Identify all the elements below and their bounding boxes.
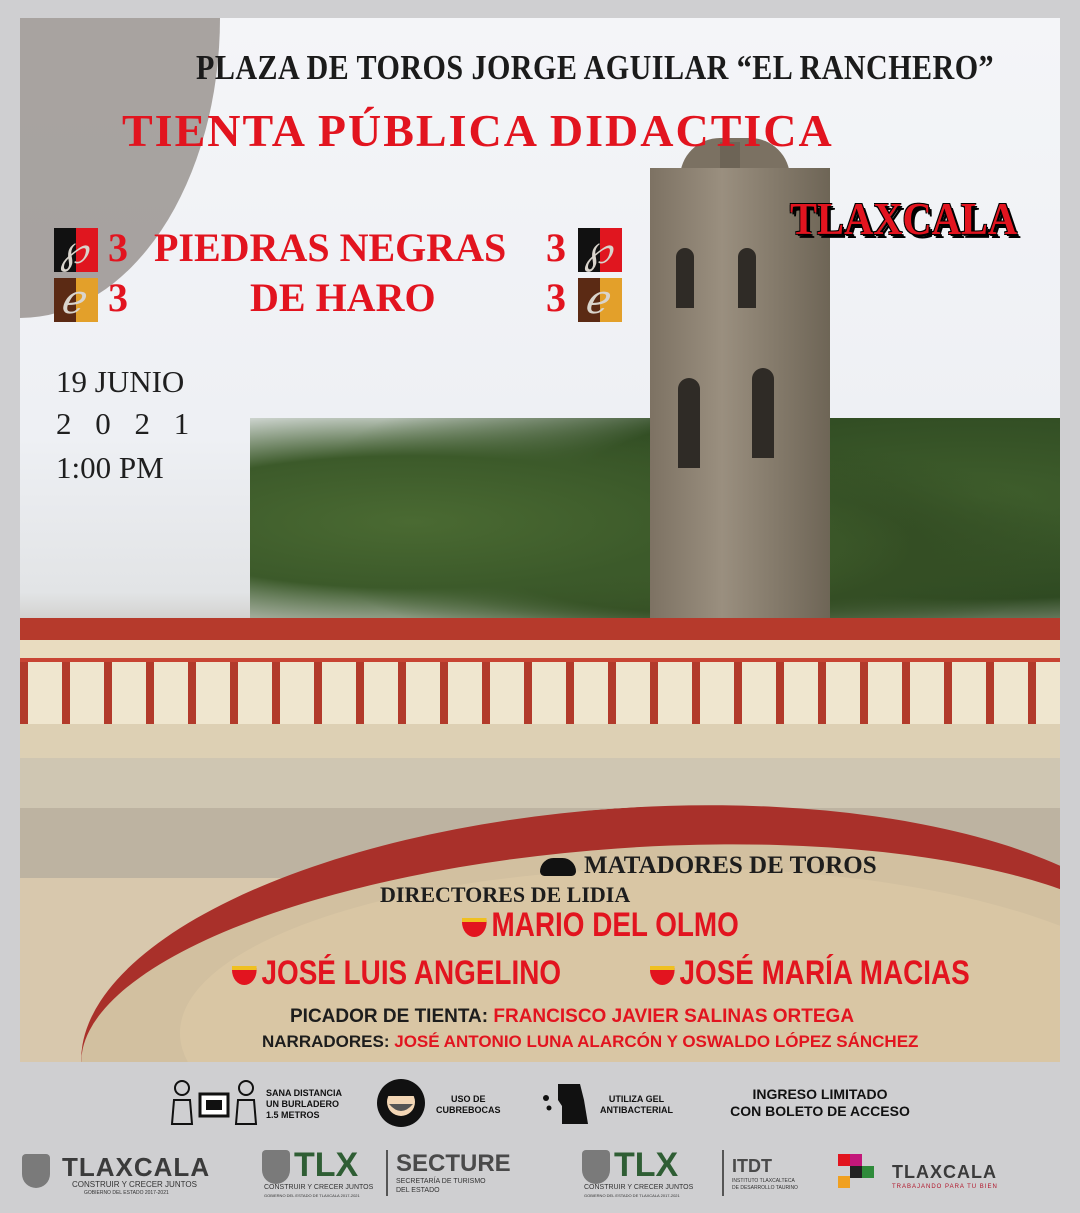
matadores-label (540, 852, 877, 880)
torero-name: MARIO DEL OLMO (491, 906, 739, 944)
logo-tagline: CONSTRUIR Y CRECER JUNTOS (72, 1180, 197, 1189)
tower-window (676, 248, 694, 308)
logo-name: TLX (614, 1146, 679, 1184)
ganaderia-count-right: 3 (546, 225, 566, 270)
limited-entry-notice (720, 1086, 920, 1120)
logo-name: TLAXCALA (62, 1152, 211, 1182)
tlaxcala-government-logo (22, 1148, 232, 1198)
tlx-itdt-logo (582, 1146, 812, 1200)
notice-line: 1.5 METROS (266, 1110, 320, 1120)
piedras-negras-brand-icon: ℘ (578, 228, 622, 272)
logo-name: TLAXCALA (892, 1162, 997, 1182)
logo-org-sub: DEL ESTADO (396, 1187, 440, 1194)
torero-3 (650, 954, 970, 993)
de-haro-brand-icon: ℯ (54, 278, 98, 322)
torero-1 (462, 906, 739, 945)
narradores-label: NARRADORES: (262, 1032, 390, 1051)
notice-line: CUBREBOCAS (436, 1105, 501, 1115)
arch-shadow (20, 18, 220, 318)
logo-org: SECTURE (396, 1150, 511, 1177)
event-time: 1:00 PM (56, 450, 164, 485)
tower-window (738, 248, 756, 308)
logo-org-sub: SECRETARÍA DE TURISMO (396, 1178, 486, 1185)
torero-name: JOSÉ MARÍA MACIAS (679, 954, 970, 992)
matadores-text: MATADORES DE TOROS (584, 852, 877, 879)
logo-sub: GOBIERNO DEL ESTADO DE TLAXCALA 2017-2021 (264, 1193, 360, 1198)
montera-hat-icon (540, 858, 576, 876)
notice-line: INGRESO LIMITADO (752, 1086, 888, 1102)
picador-name: FRANCISCO JAVIER SALINAS ORTEGA (493, 1006, 855, 1027)
hand-sanitizer-icon (540, 1080, 596, 1128)
notice-line: UTILIZA GEL (608, 1094, 665, 1104)
logo-tagline: CONSTRUIR Y CRECER JUNTOS (584, 1184, 694, 1191)
logo-tagline: CONSTRUIR Y CRECER JUNTOS (264, 1184, 374, 1191)
directores-label: DIRECTORES DE LIDIA (380, 882, 631, 907)
de-haro-brand-icon: ℯ (578, 278, 622, 322)
notice-line: UN BURLADERO (266, 1099, 339, 1109)
bell-tower (650, 168, 830, 688)
notice-line: USO DE (451, 1094, 486, 1104)
ganaderia-name: DE HARO (250, 275, 436, 320)
picador-line (290, 1006, 854, 1028)
notice-line: SANA DISTANCIA (266, 1088, 342, 1098)
torero-2 (232, 954, 561, 993)
notice-line: ANTIBACTERIAL (600, 1105, 673, 1115)
event-year: 2 0 2 1 (56, 406, 198, 441)
logo-sub: GOBIERNO DEL ESTADO DE TLAXCALA 2017-2021 (584, 1193, 680, 1198)
logo-tagline: TRABAJANDO PARA TU BIEN (892, 1184, 998, 1190)
narradores-names: JOSÉ ANTONIO LUNA ALARCÓN Y OSWALDO LÓPEZ SÁNCHEZ (394, 1032, 919, 1051)
ganaderia-name: PIEDRAS NEGRAS (154, 225, 507, 270)
tlaxcala-turismo-logo (838, 1150, 1018, 1196)
arcade-arches (20, 662, 1060, 724)
event-day-month: 19 JUNIO (56, 364, 185, 399)
torero-name: JOSÉ LUIS ANGELINO (261, 954, 562, 992)
ganaderia-count-left: 3 (108, 225, 128, 270)
montera-icon (650, 966, 675, 985)
montera-icon (232, 966, 257, 985)
logo-sub: GOBIERNO DEL ESTADO 2017-2021 (84, 1190, 169, 1196)
social-distance-icon (168, 1078, 260, 1126)
tower-window (678, 378, 700, 468)
ganaderia-count-right: 3 (546, 275, 566, 320)
logo-org-sub: INSTITUTO TLAXCALTECA (732, 1178, 795, 1184)
state-shield-icon (582, 1150, 610, 1184)
logo-org-sub: DE DESARROLLO TAURINO (732, 1185, 798, 1191)
face-mask-icon (376, 1078, 426, 1128)
event-title: TIENTA PÚBLICA DIDACTICA (122, 105, 834, 156)
ganaderia-count-left: 3 (108, 275, 128, 320)
tower-window (752, 368, 774, 458)
logo-name: TLX (294, 1146, 359, 1184)
narradores-line (262, 1032, 918, 1052)
divider (386, 1150, 388, 1196)
state-shield-icon (262, 1150, 290, 1184)
logo-org: ITDT (732, 1156, 772, 1176)
venue-title: PLAZA DE TOROS JORGE AGUILAR “EL RANCHERO” (196, 48, 995, 87)
distance-notice (266, 1088, 342, 1121)
notice-line: CON BOLETO DE ACCESO (730, 1103, 910, 1119)
montera-icon (462, 918, 487, 937)
mask-notice (436, 1094, 501, 1116)
picador-label: PICADOR DE TIENTA: (290, 1006, 489, 1027)
city-title: TLAXCALA (790, 193, 1018, 244)
state-shield-icon (22, 1154, 50, 1188)
divider (722, 1150, 724, 1196)
piedras-negras-brand-icon: ℘ (54, 228, 98, 272)
gel-notice (600, 1094, 673, 1116)
tlaxcala-mosaic-icon (838, 1154, 876, 1188)
tlx-secture-logo (262, 1146, 542, 1200)
